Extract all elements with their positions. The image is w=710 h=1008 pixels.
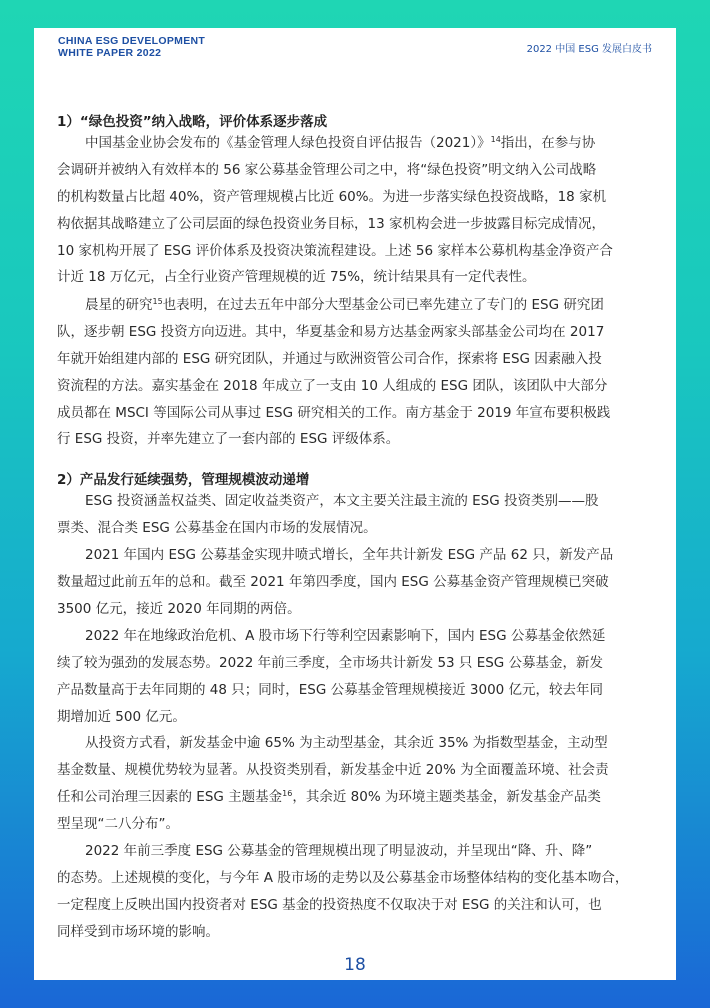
- header-left: [58, 36, 205, 59]
- text-line: 2022 年前三季度 ESG 公募基金的管理规模出现了明显波动，并呈现出“降、升、降”: [85, 843, 593, 859]
- section-2-paragraph-1: [57, 488, 657, 542]
- text-line: 数量超过此前五年的总和。截至 2021 年第四季度，国内 ESG 公募基金资产管理规模已突破: [57, 573, 609, 590]
- text-line: ESG 投资涵盖权益类、固定收益类资产，本文主要关注最主流的 ESG 投资类别——股: [85, 493, 599, 509]
- text-line: 计近 18 万亿元，占全行业资产管理规模的近 75%，统计结果具有一定代表性。: [57, 269, 536, 286]
- text-line: 晨星的研究$^{15}$也表明，在过去五年中部分大型基金公司已率先建立了专门的 ESG 研究团: [85, 297, 604, 313]
- text-line: 成员都在 MSCI 等国际公司从事过 ESG 研究相关的工作。南方基金于 2019 年宣布要积极践: [57, 404, 611, 421]
- footnote-ref: 14: [490, 135, 501, 144]
- section-2-paragraph-4: [57, 730, 657, 838]
- text-line: 资流程的方法。嘉实基金在 2018 年成立了一支由 10 人组成的 ESG 团队，该团队中大部分: [57, 377, 608, 394]
- text-line: 产品数量高于去年同期的 48 只；同时，ESG 公募基金管理规模接近 3000 亿元，较去年同: [57, 681, 604, 698]
- footnote-ref: 16: [282, 788, 293, 798]
- header-left-line2: WHITE PAPER 2022: [58, 46, 162, 59]
- text-line: 票类、混合类 ESG 公募基金在国内市场的发展情况。: [57, 519, 377, 536]
- text-line: 队，逐步朝 ESG 投资方向迈进。其中，华夏基金和易方达基金两家头部基金公司均在 2017: [57, 323, 605, 340]
- text-line: 期增加近 500 亿元。: [57, 708, 186, 725]
- text-line: 会调研并被纳入有效样本的 56 家公募基金管理公司之中，将“绿色投资”明文纳入公司战略: [57, 161, 597, 178]
- section-2-paragraph-5: [57, 838, 657, 946]
- footnote-ref: 15: [152, 297, 163, 306]
- header-left-line1: CHINA ESG DEVELOPMENT: [58, 35, 206, 47]
- text-line: 10 家机构开展了 ESG 评价体系及投资决策流程建设。上述 56 家样本公募机构基金净资产合: [57, 242, 613, 259]
- text-line: 年就开始组建内部的 ESG 研究团队，并通过与欧洲资管公司合作，探索将 ESG 因素融入投: [57, 350, 602, 367]
- text-line: 的态势。上述规模的变化，与今年 A 股市场的走势以及公募基金市场整体结构的变化基本吻合，: [57, 869, 629, 886]
- text-line: 的机构数量占比超 40%，资产管理规模占比近 60%。为进一步落实绿色投资战略，18 家机: [57, 188, 607, 205]
- text-line: 2022 年在地缘政治危机、A 股市场下行等利空因素影响下，国内 ESG 公募基金依然延: [85, 628, 606, 644]
- text-line: 型呈现“二八分布”。: [57, 815, 179, 832]
- header-right: 2022 中国 ESG 发展白皮书: [526, 44, 652, 55]
- text-line: 基金数量、规模优势较为显著。从投资类别看，新发基金中近 20% 为全面覆盖环境、社会责: [57, 761, 609, 778]
- text-line: 构依据其战略建立了公司层面的绿色投资业务目标，13 家机构会进一步披露目标完成情况，: [57, 215, 605, 232]
- text-line: 行 ESG 投资，并率先建立了一套内部的 ESG 评级体系。: [57, 431, 400, 448]
- text-line: 任和公司治理三因素的 ESG 主题基金$^{16}$，其余近 80% 为环境主题类基金，新发基金产品类: [57, 788, 601, 805]
- section-1-paragraph-1: [57, 130, 657, 291]
- text-line: 3500 亿元，接近 2020 年同期的两倍。: [57, 600, 301, 617]
- section-1-title: 1）“绿色投资”纳入战略，评价体系逐步落成: [57, 114, 328, 130]
- text-line: 从投资方式看，新发基金中逾 65% 为主动型基金，其余近 35% 为指数型基金，主动型: [85, 735, 608, 751]
- section-2-paragraph-2: [57, 542, 657, 623]
- section-2-paragraph-3: [57, 623, 657, 731]
- page: [34, 28, 676, 980]
- text-line: 续了较为强劲的发展态势。2022 年前三季度，全市场共计新发 53 只 ESG 公募基金，新发: [57, 654, 604, 671]
- section-1-paragraph-2: [57, 292, 657, 453]
- text-line: 同样受到市场环境的影响。: [57, 923, 219, 940]
- text-line: 一定程度上反映出国内投资者对 ESG 基金的投资热度不仅取决于对 ESG 的关注和认可，也: [57, 896, 602, 913]
- section-2-title: 2）产品发行延续强势，管理规模波动递增: [57, 472, 310, 488]
- text-line: 中国基金业协会发布的《基金管理人绿色投资自评估报告（2021）》$^{14}$指出，在参与协: [85, 135, 596, 151]
- text-line: 2021 年国内 ESG 公募基金实现井喷式增长，全年共计新发 ESG 产品 62 只，新发产品: [85, 547, 614, 563]
- page-number: 18: [344, 955, 366, 975]
